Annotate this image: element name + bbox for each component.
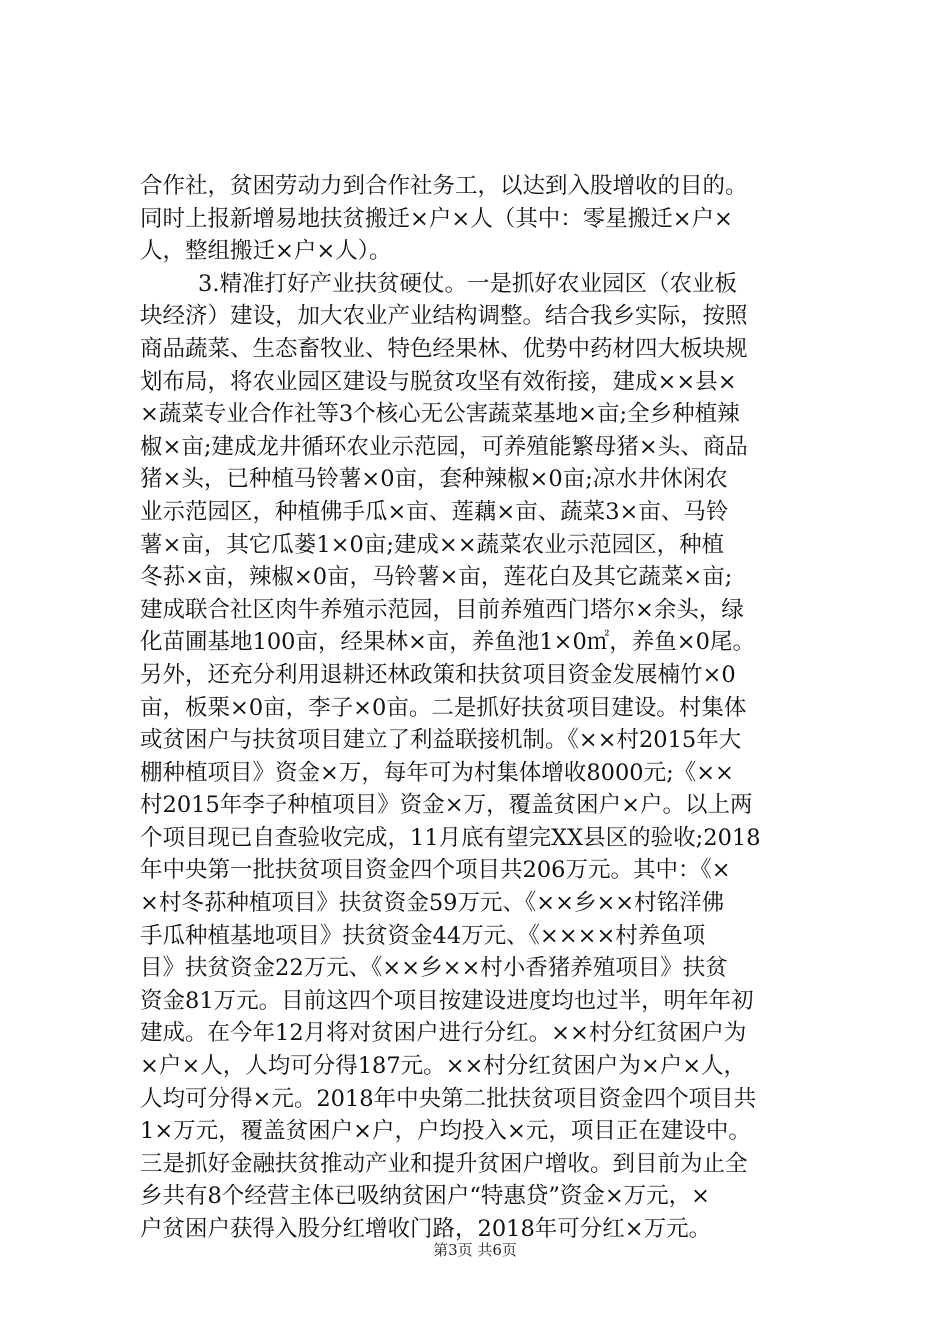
text-line: 个项目现已自查验收完成，11月底有望完XX县区的验收;2018: [140, 824, 761, 851]
text-line: 另外，还充分利用退耕还林政策和扶贫项目资金发展楠竹×0: [140, 661, 736, 688]
text-line: 块经济）建设，加大农业产业结构调整。结合我乡实际，按照: [140, 303, 748, 330]
text-line: ×村冬荪种植项目》扶贫资金59万元、《××乡××村铭洋佛: [140, 890, 725, 917]
text-line: 目》扶贫资金22万元、《××乡××村小香猪养殖项目》扶贫: [140, 955, 728, 982]
text-line: 冬荪×亩，辣椒×0亩，马铃薯×亩，莲花白及其它蔬菜×亩;: [140, 564, 733, 591]
text-line: 手瓜种植基地项目》扶贫资金44万元、《××××村养鱼项: [140, 922, 706, 949]
text-line: 棚种植项目》资金×万，每年可为村集体增收8000元;《××: [140, 759, 734, 786]
text-line: 亩，板栗×0亩，李子×0亩。二是抓好扶贫项目建设。村集体: [140, 694, 747, 721]
text-line: 村2015年李子种植项目》资金×万，覆盖贫困户×户。以上两: [140, 792, 753, 819]
body-text: [140, 170, 840, 1246]
text-line: 薯×亩，其它瓜蒌1×0亩;建成××蔬菜农业示范园区，种植: [140, 531, 725, 558]
text-line: 户贫困户获得入股分红增收门路，2018年可分红×万元。: [140, 1216, 712, 1242]
text-line: 化苗圃基地100亩，经果林×亩，养鱼池1×0㎡，养鱼×0尾。: [140, 629, 755, 656]
text-line: 年中央第一批扶贫项目资金四个项目共206万元。其中：《×: [140, 857, 731, 884]
text-line: 商品蔬菜、生态畜牧业、特色经果林、优势中药材四大板块规: [140, 335, 748, 362]
text-line: 乡共有8个经营主体已吸纳贫困户“特惠贷”资金×万元，×: [140, 1183, 711, 1210]
page-footer: 第3页 共6页: [433, 1241, 517, 1259]
text-line: 或贫困户与扶贫项目建立了利益联接机制。《××村2015年大: [140, 727, 742, 754]
text-line: 建成联合社区肉牛养殖示范园，目前养殖西门塔尔×余头，绿: [140, 596, 744, 623]
text-line: 资金81万元。目前这四个项目按建设进度均也过半，明年年初: [140, 987, 754, 1014]
text-line: 建成。在今年12月将对贫困户进行分红。××村分红贫困户为: [140, 1020, 747, 1047]
text-line: ×蔬菜专业合作社等3个核心无公害蔬菜基地×亩;全乡种植辣: [140, 401, 740, 428]
text-line: 人，整组搬迁×户×人）。: [140, 238, 392, 265]
text-line: 同时上报新增易地扶贫搬迁×户×人（其中：零星搬迁×户×: [140, 205, 733, 232]
text-line: 合作社，贫困劳动力到合作社务工，以达到入股增收的目的。: [140, 173, 748, 199]
text-line: 划布局，将农业园区建设与脱贫攻坚有效衔接，建成××县×: [140, 368, 737, 395]
text-line: 1×万元，覆盖贫困户×户，户均投入×元，项目正在建设中。: [140, 1118, 751, 1145]
text-line: 业示范园区，种植佛手瓜×亩、莲藕×亩、蔬菜3×亩、马铃: [140, 498, 729, 525]
text-line: 三是抓好金融扶贫推动产业和提升贫困户增收。到目前为止全: [140, 1150, 748, 1177]
text-line: 人均可分得×元。2018年中央第二批扶贫项目资金四个项目共: [140, 1085, 757, 1112]
text-line: ×户×人，人均可分得187元。××村分红贫困户为×户×人，: [140, 1053, 747, 1080]
paragraph-start-line: 3.精准打好产业扶贫硬仗。一是抓好农业园区（农业板: [198, 270, 737, 297]
text-line: 椒×亩;建成龙井循环农业示范园，可养殖能繁母猪×头、商品: [140, 433, 748, 460]
text-line: 猪×头，已种植马铃薯×0亩，套种辣椒×0亩;凉水井休闲农: [140, 466, 728, 493]
